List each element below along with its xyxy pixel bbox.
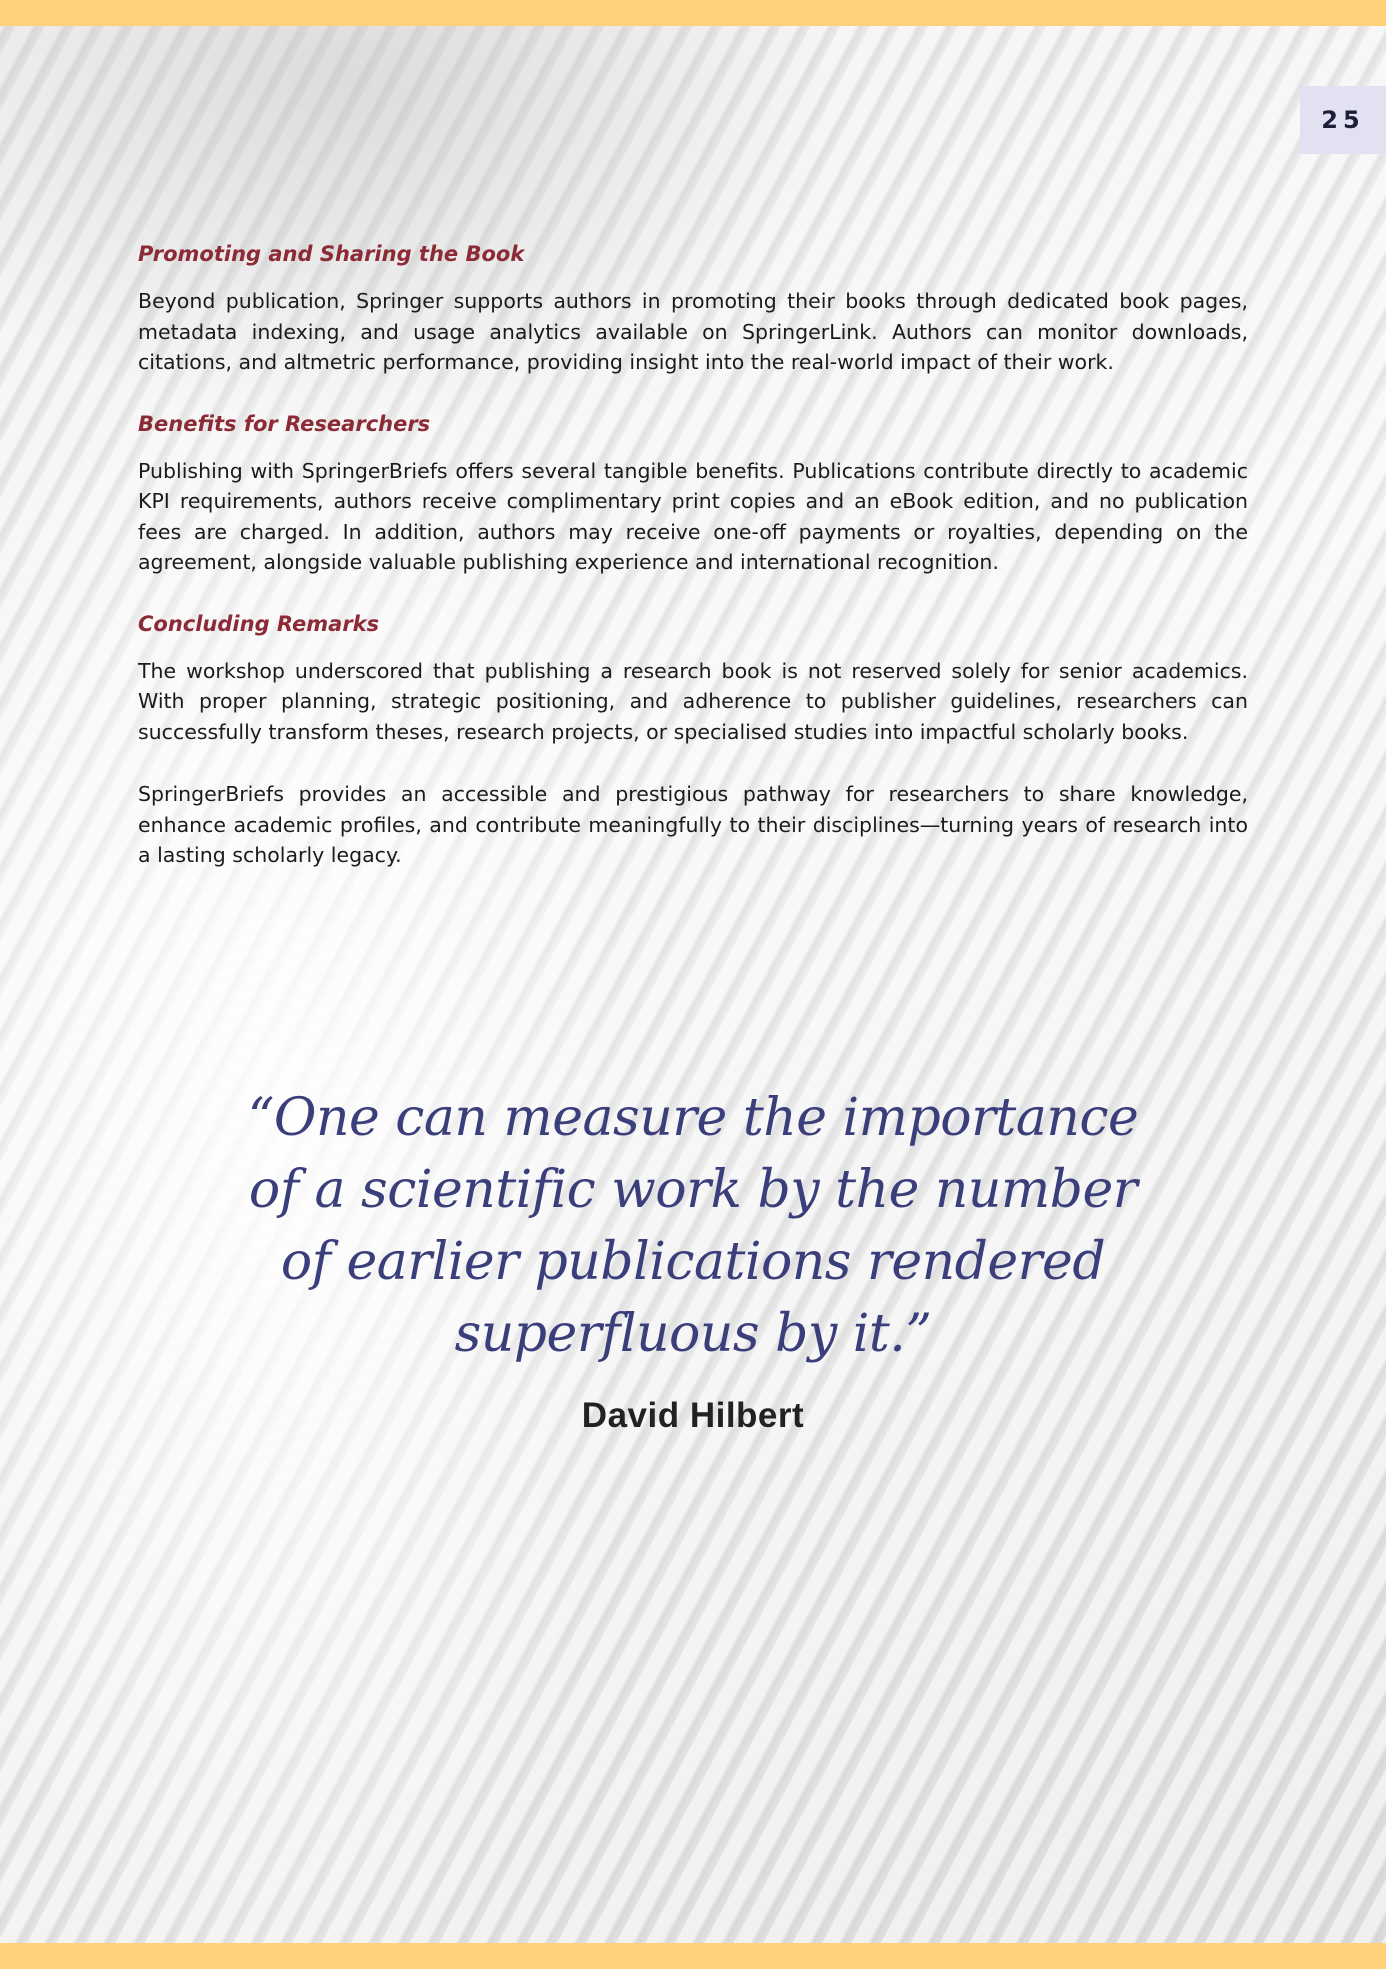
- spacer: [138, 747, 1248, 779]
- bottom-accent-band: [0, 1943, 1386, 1969]
- section-heading-concluding: Concluding Remarks: [138, 611, 380, 636]
- quote-text: “One can measure the importance of a scientific work by the number of earlier publications rendered superfluous by it.”: [247, 1088, 1139, 1364]
- page-number-box: [1300, 86, 1386, 154]
- section-paragraph-concluding-1: The workshop underscored that publishing a research book is not reserved solely for senior academics. With proper planning, strategic positioning, and adherence to publisher guidelines, researchers can successfully transform theses, research projects, or specialised studies into impactful scholarly books.: [138, 658, 1248, 744]
- page-number: 25: [1321, 106, 1365, 134]
- section-paragraph-benefits: Publishing with SpringerBriefs offers several tangible benefits. Publications contribute directly to academic KPI requirements, authors receive complimentary print copies and an eBook edition, and no publication fees are charged. In addition, authors may receive one-off payments or royalties, depending on the agreement, alongside valuable publishing experience and international recognition.: [138, 458, 1248, 574]
- section-heading-benefits: Benefits for Researchers: [138, 411, 431, 436]
- section-paragraph-promoting: Beyond publication, Springer supports authors in promoting their books through dedicated book pages, metadata indexing, and usage analytics available on SpringerLink. Authors can monitor downloads, citations, and altmetric performance, providing insight into the real-world impact of their work.: [138, 289, 1248, 374]
- spacer: [138, 578, 1248, 610]
- section-paragraph-concluding-2: SpringerBriefs provides an accessible and prestigious pathway for researchers to share knowledge, enhance academic profiles, and contribute meaningfully to their disciplines—turning years of research into a lasting scholarly legacy.: [138, 782, 1248, 867]
- pull-quote: [230, 1082, 1156, 1436]
- quote-author: David Hilbert: [581, 1396, 805, 1435]
- section-heading-promoting: Promoting and Sharing the Book: [138, 242, 525, 266]
- spacer: [138, 378, 1248, 410]
- top-accent-band: [0, 0, 1386, 26]
- article-body: [138, 240, 1248, 871]
